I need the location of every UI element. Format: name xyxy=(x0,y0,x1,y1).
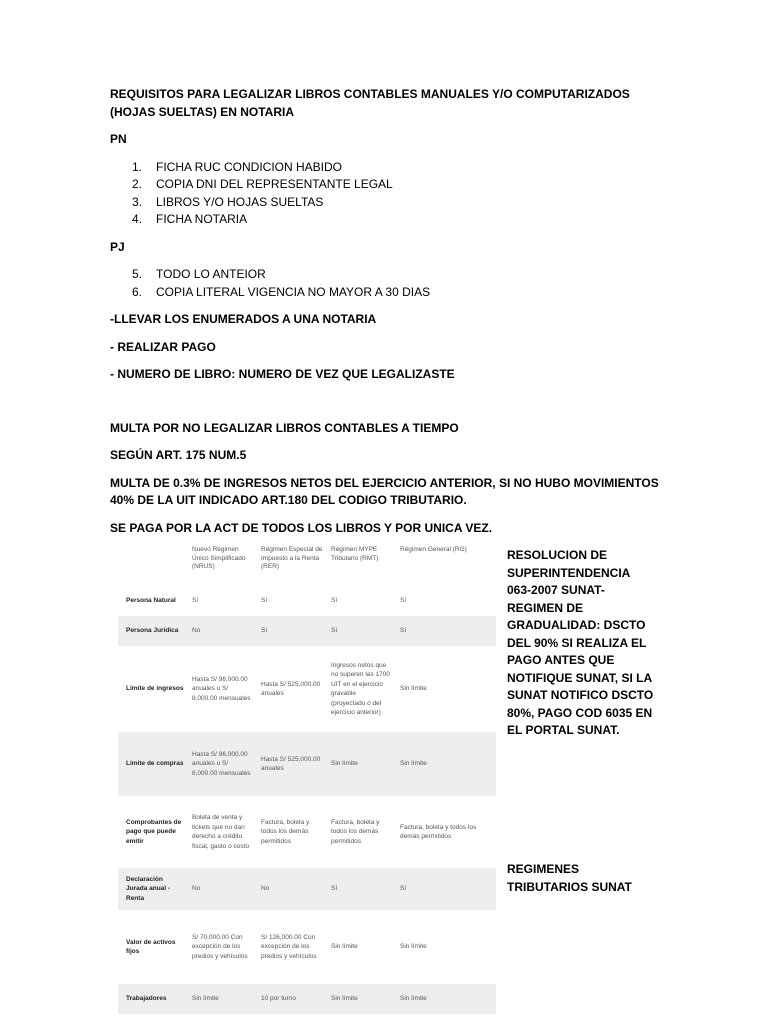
table-row xyxy=(118,616,496,646)
multa-text: MULTA DE 0.3% DE INGRESOS NETOS DEL EJERCICIO ANTERIOR, SI NO HUBO MOVIMIENTOS 40% DE LA UIT INDICADO ART.180 DEL CODIGO TRIBUTARIO. xyxy=(110,475,659,507)
list-item: 6. COPIA LITERAL VIGENCIA NO MAYOR A 30 DIAS xyxy=(132,284,431,299)
table-cell: Sin límite xyxy=(400,685,427,693)
table-cell: Ingresos netos que no superen las 1700 UIT en el ejercicio gravable (proyectado o del ejercicio anterior) xyxy=(331,661,390,716)
table-cell: Hasta S/ 525,000.00 anuales xyxy=(261,680,321,697)
table-row xyxy=(118,646,496,732)
list-item: 4. FICHA NOTARIA xyxy=(132,212,248,226)
table-cell: Sí xyxy=(331,597,338,605)
table-cell: 10 por turno xyxy=(261,995,297,1003)
multa-pago: SE PAGA POR LA ACT DE TODOS LOS LIBROS Y POR UNICA VEZ. xyxy=(110,520,493,535)
pn-label: PN xyxy=(110,132,127,146)
table-cell: Hasta S/ 525,000.00 anuales xyxy=(261,755,321,772)
row-label: Límite de ingresos xyxy=(126,685,184,693)
regimenes-table-image xyxy=(118,538,496,1024)
table-cell: Sí xyxy=(331,627,338,635)
step-item: - REALIZAR PAGO xyxy=(110,339,216,354)
row-label: Trabajadores xyxy=(126,995,167,1003)
resolucion-note: RESOLUCION DE SUPERINTENDENCIA 063-2007 SUNAT- REGIMEN DE GRADUALIDAD: DSCTO DEL 90% SI REALIZA EL PAGO ANTES QUE NOTIFIQUE SUNAT, SI LA SUNAT NOTIFICO DSCTO 80%, PAGO COD 6035 EN EL PORTAL SUNAT. xyxy=(507,548,654,737)
table-cell: Factura, boleta y todos los demás permitidos xyxy=(261,818,310,845)
multa-title: MULTA POR NO LEGALIZAR LIBROS CONTABLES A TIEMPO xyxy=(110,420,459,435)
table-cell: Sin límite xyxy=(331,943,358,951)
row-label: Valor de activos fijos xyxy=(126,938,176,955)
table-cell: S/ 70,000.00 Con excepción de los predios y vehículos xyxy=(192,933,248,960)
table-cell: No xyxy=(192,885,201,893)
table-header-cell xyxy=(118,538,188,586)
multa-article: SEGÚN ART. 175 NUM.5 xyxy=(110,448,247,462)
table-cell: Factura, boleta y todos los demás permitidos xyxy=(400,823,477,840)
pj-label: PJ xyxy=(110,239,125,254)
table-header-cell: Régimen Especial de Impuesto a la Renta (RER) xyxy=(261,546,323,570)
table-cell: Sí xyxy=(261,627,268,635)
row-label: Comprobantes de pago que puede emitir xyxy=(126,818,182,845)
table-cell: Sí xyxy=(331,885,338,893)
table-cell: Sin límite xyxy=(192,995,219,1003)
table-header-cell: Régimen General (RG) xyxy=(400,546,467,553)
table-header-cell: Régimen MYPE Tributario (RMT) xyxy=(331,546,379,562)
table-cell: No xyxy=(192,627,201,635)
table-row xyxy=(118,796,496,868)
table-cell: Sin límite xyxy=(400,760,427,768)
row-label: Declaración Jurada anual - Renta xyxy=(126,875,171,902)
pj-list xyxy=(110,266,670,301)
table-cell: Sí xyxy=(261,597,268,605)
table-header-cell: Nuevo Régimen Único Simplificado (NRUS) xyxy=(192,546,246,570)
table-cell: Sin límite xyxy=(331,760,358,768)
step-item: -LLEVAR LOS ENUMERADOS A UNA NOTARIA xyxy=(110,312,377,326)
row-label: Límite de compras xyxy=(126,760,184,768)
table-row xyxy=(118,868,496,910)
table-row xyxy=(118,984,496,1014)
table-cell: Sí xyxy=(400,627,407,635)
table-cell: Hasta S/ 96,000.00 anuales u S/ 8,000.00 mensuales xyxy=(192,675,251,702)
page-title: REQUISITOS PARA LEGALIZAR LIBROS CONTABLES MANUALES Y/O COMPUTARIZADOS (HOJAS SUELTAS) EN NOTARIA xyxy=(110,87,630,119)
table-row xyxy=(118,910,496,984)
table-cell: Boleta de venta y tickets que no dan derecho a crédito fiscal, gasto o costo xyxy=(192,814,250,850)
table-row xyxy=(118,732,496,796)
row-label: Persona Jurídica xyxy=(126,627,179,635)
document-body xyxy=(110,86,670,537)
list-item: 5. TODO LO ANTEIOR xyxy=(132,267,266,281)
table-cell: Sin límite xyxy=(400,943,427,951)
regimenes-note: REGIMENES TRIBUTARIOS SUNAT xyxy=(507,862,632,894)
row-label: Persona Natural xyxy=(126,597,176,605)
step-item: - NUMERO DE LIBRO: NUMERO DE VEZ QUE LEGALIZASTE xyxy=(110,367,455,381)
pn-list xyxy=(110,159,670,229)
table-cell: S/ 126,000.00 Con excepción de los predios y vehículos xyxy=(261,933,317,960)
table-header-row xyxy=(118,538,496,586)
regimenes-table xyxy=(118,538,496,1014)
table-cell: Sí xyxy=(192,597,199,605)
table-cell: Sin límite xyxy=(400,995,427,1003)
list-item: 1. FICHA RUC CONDICION HABIDO xyxy=(132,159,343,174)
table-cell: Hasta S/ 96,000.00 anuales u S/ 8,000.00 mensuales xyxy=(192,750,251,777)
table-cell: Sin límite xyxy=(331,995,358,1003)
list-item: 2. COPIA DNI DEL REPRESENTANTE LEGAL xyxy=(132,177,393,191)
table-cell: Sí xyxy=(400,597,407,605)
table-cell: Factura, boleta y todos los demás permitidos xyxy=(331,818,380,845)
table-cell: No xyxy=(261,885,270,893)
table-cell: Sí xyxy=(400,885,407,893)
list-item: 3. LIBROS Y/O HOJAS SUELTAS xyxy=(132,194,324,209)
table-row xyxy=(118,586,496,616)
